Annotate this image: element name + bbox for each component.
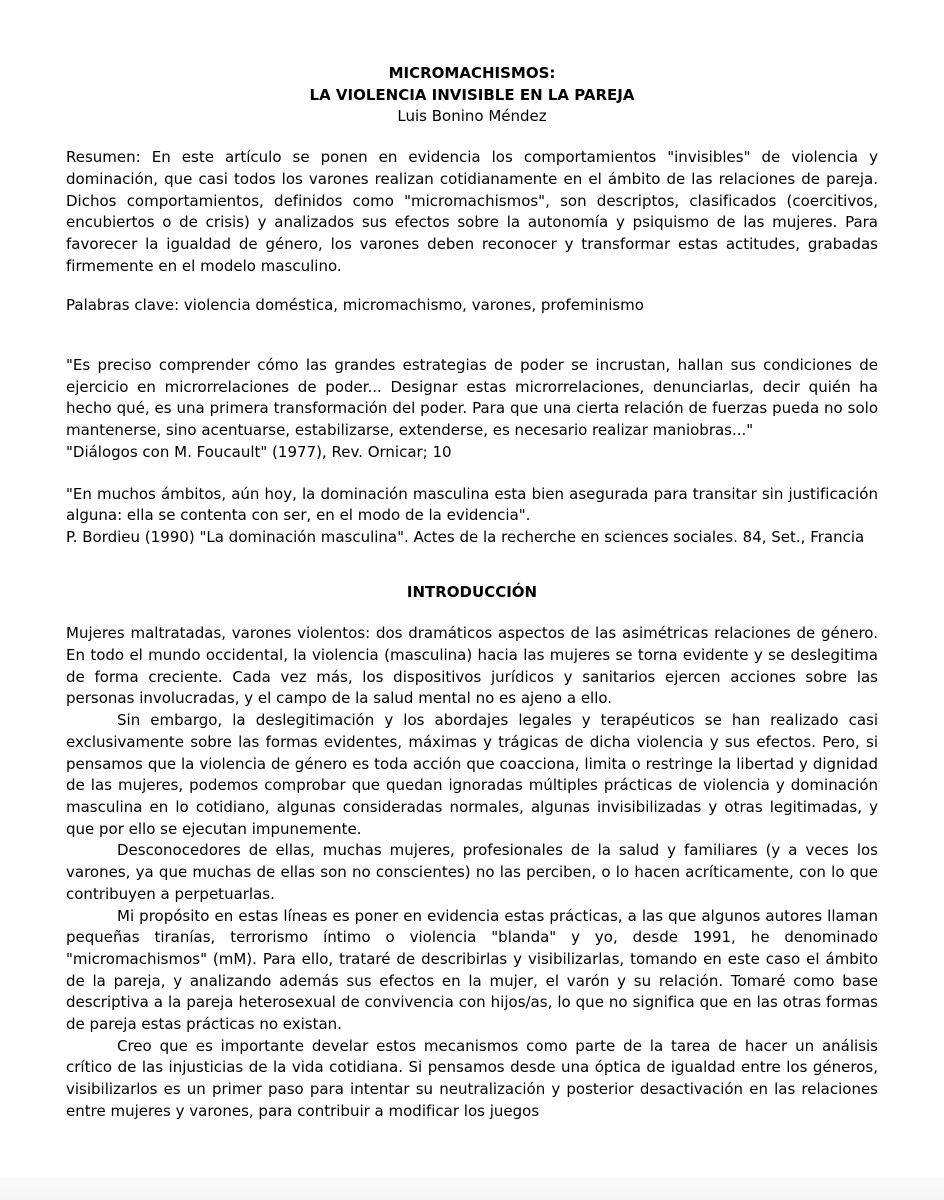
keywords-line: Palabras clave: violencia doméstica, micromachismo, varones, profeminismo [66,296,644,315]
document-author: Luis Bonino Méndez [397,107,547,126]
abstract-paragraph: Resumen: En este artículo se ponen en evidencia los comportamientos "invisibles" de violencia y dominación, que casi todos los varones realizan cotidianamente en el ámbito de las relaciones de pareja. Dichos comportamientos, definidos como "micromachismos", son descriptos, clasificados (coercitivos, encubiertos o de crisis) y analizados sus efectos sobre la autonomía y psiquismo de las mujeres. Para favorecer la igualdad de género, los varones deben reconocer y transformar estas actitudes, grabadas firmemente en el modelo masculino. [66,148,878,275]
intro-paragraph: Mi propósito en estas líneas es poner en evidencia estas prácticas, a las que algunos autores llaman pequeñas tiranías, terrorismo íntimo o violencia "blanda" y yo, desde 1991, he denominado "micromachismos" (mM). Para ello, trataré de describirlas y visibilizarlas, tomando en este caso el ámbito de la pareja, y analizando además sus efectos en la mujer, el varón y su relación. Tomaré como base descriptiva a la pareja heterosexual de convivencia con hijos/as, lo que no significa que en las otras formas de pareja estas prácticas no existan. [66,906,878,1034]
quote-foucault-text: "Es preciso comprender cómo las grandes estrategias de poder se incrustan, hallan sus condiciones de ejercicio en microrrelaciones de poder... Designar estas microrrelaciones, denunciarlas, decir quién ha hecho qué, es una primera transformación del poder. Para que una cierta relación de fuerzas pueda no solo mantenerse, sino acentuarse, estabilizarse, extenderse, es necesario realizar maniobras..." [66,356,878,440]
quote-bordieu-source: P. Bordieu (1990) "La dominación masculina". Actes de la recherche en sciences sociales. 84, Set., Francia [66,527,865,546]
intro-paragraph: Creo que es importante develar estos mecanismos como parte de la tarea de hacer un análisis crítico de las injusticias de la vida cotidiana. Si pensamos desde una óptica de igualdad entre los géneros, visibilizarlos es un primer paso para intentar su neutralización y posterior desactivación en las relaciones entre mujeres y varones, para contribuir a modificar los juegos [66,1036,878,1120]
quote-bordieu-text: "En muchos ámbitos, aún hoy, la dominación masculina esta bien asegurada para transitar sin justificación alguna: ella se contenta con ser, en el modo de la evidencia". [66,484,878,525]
introduction-section [66,623,878,1122]
page-bottom-gap [0,1177,944,1200]
intro-paragraph: Desconocedores de ellas, muchas mujeres, profesionales de la salud y familiares (y a veces los varones, ya que muchas de ellas son no conscientes) no las perciben, o lo hacen acríticamente, con lo que contribuyen a perpetuarlas. [66,841,878,903]
quote-bordieu [66,484,878,549]
quote-foucault-source: "Diálogos con M. Foucault" (1977), Rev. Ornicar; 10 [66,442,452,461]
section-heading-introduccion: INTRODUCCIÓN [406,582,538,601]
quote-foucault [66,355,878,464]
document-header [66,63,878,128]
intro-paragraph: Sin embargo, la deslegitimación y los abordajes legales y terapéuticos se han realizado casi exclusivamente sobre las formas evidentes, máximas y trágicas de dicha violencia y sus efectos. Pero, si pensamos que la violencia de género es toda acción que coacciona, limita o restringe la libertad y dignidad de las mujeres, podemos comprobar que quedan ignoradas múltiples prácticas de violencia y dominación masculina en lo cotidiano, algunas consideradas normales, algunas invisibilizadas y otras legitimadas, y que por ello se ejecutan impunemente. [66,711,878,838]
document-title-line2: LA VIOLENCIA INVISIBLE EN LA PAREJA [309,85,635,104]
document-title-line1: MICROMACHISMOS: [388,64,556,82]
intro-paragraph: Mujeres maltratadas, varones violentos: dos dramáticos aspectos de las asimétricas relaciones de género. En todo el mundo occidental, la violencia (masculina) hacia las mujeres se torna evidente y se deslegitima de forma creciente. Cada vez más, los dispositivos jurídicos y sanitarios ejercen acciones sobre las personas involucradas, y el campo de la salud mental no es ajeno a ello. [66,624,878,708]
